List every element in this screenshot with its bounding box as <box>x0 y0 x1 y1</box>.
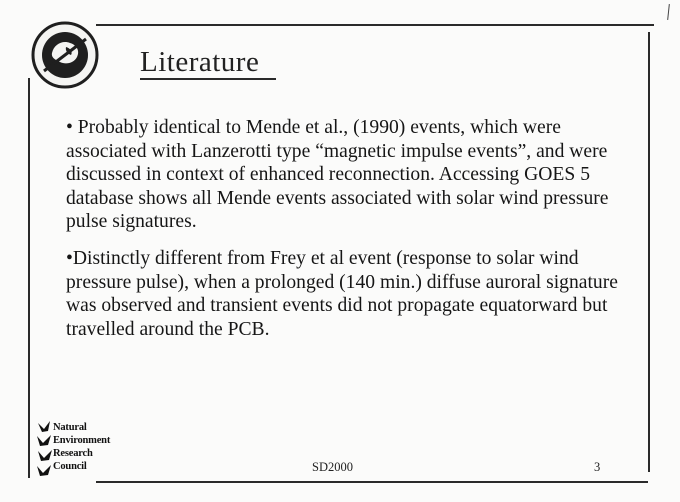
nerc-logo <box>36 420 126 478</box>
nerc-line: Council <box>53 461 87 472</box>
bottom-border-rule <box>96 481 648 483</box>
nerc-wordmark <box>53 421 110 473</box>
bullet-list <box>66 116 641 354</box>
slide-title: Literature <box>140 46 260 78</box>
footer-conference-label: SD2000 <box>312 460 353 474</box>
right-border-rule <box>648 32 650 472</box>
bullet-item: •Distinctly different from Frey et al event (response to solar wind pressure pulse), when a prolonged (140 min.) diffuse auroral signature was observed and transient events did not propagate equatorward but travelled around the PCB. <box>66 247 618 340</box>
corner-mark <box>667 4 670 20</box>
nerc-line: Environment <box>53 435 111 446</box>
nerc-line: Natural <box>53 422 87 433</box>
left-border-rule <box>28 78 30 478</box>
nerc-line: Research <box>53 448 93 459</box>
page-number: 3 <box>594 460 601 474</box>
top-border-rule <box>96 24 654 26</box>
bullet-item: • Probably identical to Mende et al., (1990) events, which were associated with Lanzerotti type “magnetic impulse events”, and were discussed in context of enhanced reconnection. Accessing GOES 5 database shows all Mende events associated with solar wind pressure pulse signatures. <box>66 117 609 233</box>
slide-title-block <box>140 44 276 80</box>
antarctic-survey-logo-icon <box>30 20 100 90</box>
